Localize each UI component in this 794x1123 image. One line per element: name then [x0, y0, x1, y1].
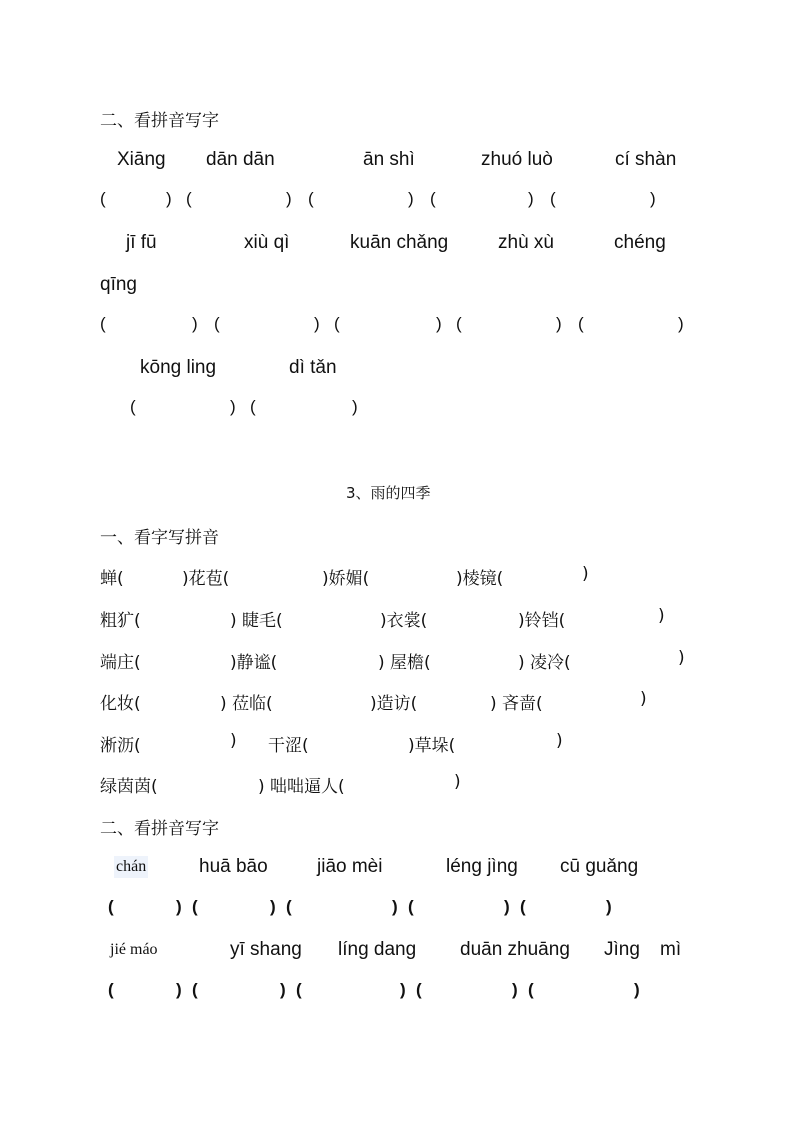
pinyin-item: jī fū	[126, 232, 157, 253]
answer-blank-open: (	[296, 980, 302, 999]
answer-blank-close: )	[650, 189, 656, 208]
word-item: 粗犷(	[100, 611, 141, 631]
answer-blank-close: )	[176, 897, 182, 916]
answer-blank-open: (	[286, 897, 292, 916]
answer-blank-open: (	[528, 980, 534, 999]
answer-blank-close: )	[678, 314, 684, 333]
answer-blank-open: (	[550, 189, 556, 208]
answer-blank-close: )	[400, 980, 406, 999]
answer-blank-open: (	[108, 897, 114, 916]
pinyin-item: dān dān	[206, 149, 275, 170]
answer-blank-open: (	[192, 980, 198, 999]
pinyin-item: mì	[660, 939, 682, 960]
pinyin-item: ān shì	[363, 149, 415, 170]
answer-blank-close: )	[166, 189, 172, 208]
lesson-title: 3、雨的四季	[346, 484, 431, 502]
pinyin-item: kuān chǎng	[350, 232, 449, 253]
answer-blank-open: (	[192, 897, 198, 916]
pinyin-item: chéng	[614, 232, 666, 253]
answer-blank-close: )	[512, 980, 518, 999]
word-item: 绿茵茵(	[100, 777, 158, 797]
word-item: )	[454, 772, 461, 792]
answer-blank-open: (	[130, 397, 136, 416]
answer-blank-close: )	[230, 397, 236, 416]
answer-blank-close: )	[192, 314, 198, 333]
pinyin-item: jié máo	[110, 941, 158, 958]
pinyin-item: léng jìng	[446, 856, 518, 877]
section-heading: 一、看字写拼音	[100, 528, 219, 548]
pinyin-item: Xiāng	[117, 149, 166, 170]
answer-blank-close: )	[528, 189, 534, 208]
word-item: ) 睫毛(	[230, 611, 283, 631]
word-item: 端庄(	[100, 653, 141, 673]
section-heading: 二、看拼音写字	[100, 111, 219, 131]
word-item: )	[658, 606, 665, 626]
pinyin-item: Jìng	[604, 939, 640, 960]
answer-blank-open: (	[408, 897, 414, 916]
pinyin-item: kōng ling	[140, 357, 217, 378]
answer-blank-open: (	[250, 397, 256, 416]
pinyin-item: yī shang	[230, 939, 302, 960]
word-item: )静谧(	[230, 653, 278, 673]
pinyin-item: xiù qì	[244, 232, 290, 253]
answer-blank-close: )	[606, 897, 612, 916]
word-item: 化妆(	[100, 694, 141, 714]
pinyin-item: zhuó luò	[481, 149, 553, 170]
word-item: )	[556, 731, 563, 751]
pinyin-item: cū guǎng	[560, 856, 639, 877]
word-item: )棱镜(	[456, 569, 504, 589]
answer-blank-open: (	[100, 314, 106, 333]
word-item: )衣裳(	[380, 611, 428, 631]
answer-blank-open: (	[108, 980, 114, 999]
pinyin-item: cí shàn	[615, 149, 677, 170]
word-item: )造访(	[370, 694, 418, 714]
word-item: 干涩(	[268, 736, 309, 756]
answer-blank-close: )	[634, 980, 640, 999]
answer-blank-open: (	[430, 189, 436, 208]
word-item: )娇媚(	[322, 569, 370, 589]
answer-blank-open: (	[100, 189, 106, 208]
answer-blank-close: )	[504, 897, 510, 916]
word-item: )	[582, 564, 589, 584]
word-item: )草垛(	[408, 736, 456, 756]
answer-blank-close: )	[270, 897, 276, 916]
answer-blank-close: )	[392, 897, 398, 916]
word-item: ) 莅临(	[220, 694, 273, 714]
answer-blank-open: (	[520, 897, 526, 916]
word-item: 淅沥(	[100, 736, 141, 756]
pinyin-item: chán	[114, 856, 148, 878]
answer-blank-close: )	[408, 189, 414, 208]
word-item: )花苞(	[182, 569, 230, 589]
word-item: ) 吝啬(	[490, 694, 543, 714]
word-item: )	[230, 731, 237, 751]
pinyin-item: jiāo mèi	[317, 856, 383, 877]
answer-blank-open: (	[214, 314, 220, 333]
pinyin-item: zhù xù	[498, 232, 554, 253]
answer-blank-open: (	[308, 189, 314, 208]
answer-blank-close: )	[286, 189, 292, 208]
answer-blank-close: )	[280, 980, 286, 999]
answer-blank-open: (	[186, 189, 192, 208]
answer-blank-close: )	[176, 980, 182, 999]
word-item: ) 凌冷(	[518, 653, 571, 673]
answer-blank-open: (	[456, 314, 462, 333]
answer-blank-close: )	[556, 314, 562, 333]
answer-blank-close: )	[436, 314, 442, 333]
answer-blank-close: )	[352, 397, 358, 416]
answer-blank-open: (	[416, 980, 422, 999]
pinyin-item: huā bāo	[199, 856, 268, 877]
pinyin-item: dì tǎn	[289, 357, 337, 378]
word-item: ) 屋檐(	[378, 653, 431, 673]
word-item: )	[640, 689, 647, 709]
pinyin-item: líng dang	[338, 939, 417, 960]
word-item: ) 咄咄逼人(	[258, 777, 345, 797]
pinyin-item: qīng	[100, 274, 137, 295]
answer-blank-open: (	[334, 314, 340, 333]
word-item: )铃铛(	[518, 611, 566, 631]
answer-blank-open: (	[578, 314, 584, 333]
answer-blank-close: )	[314, 314, 320, 333]
word-item: )	[678, 648, 685, 668]
pinyin-item: duān zhuāng	[460, 939, 570, 960]
word-item: 蝉(	[100, 569, 124, 589]
section-heading: 二、看拼音写字	[100, 819, 219, 839]
